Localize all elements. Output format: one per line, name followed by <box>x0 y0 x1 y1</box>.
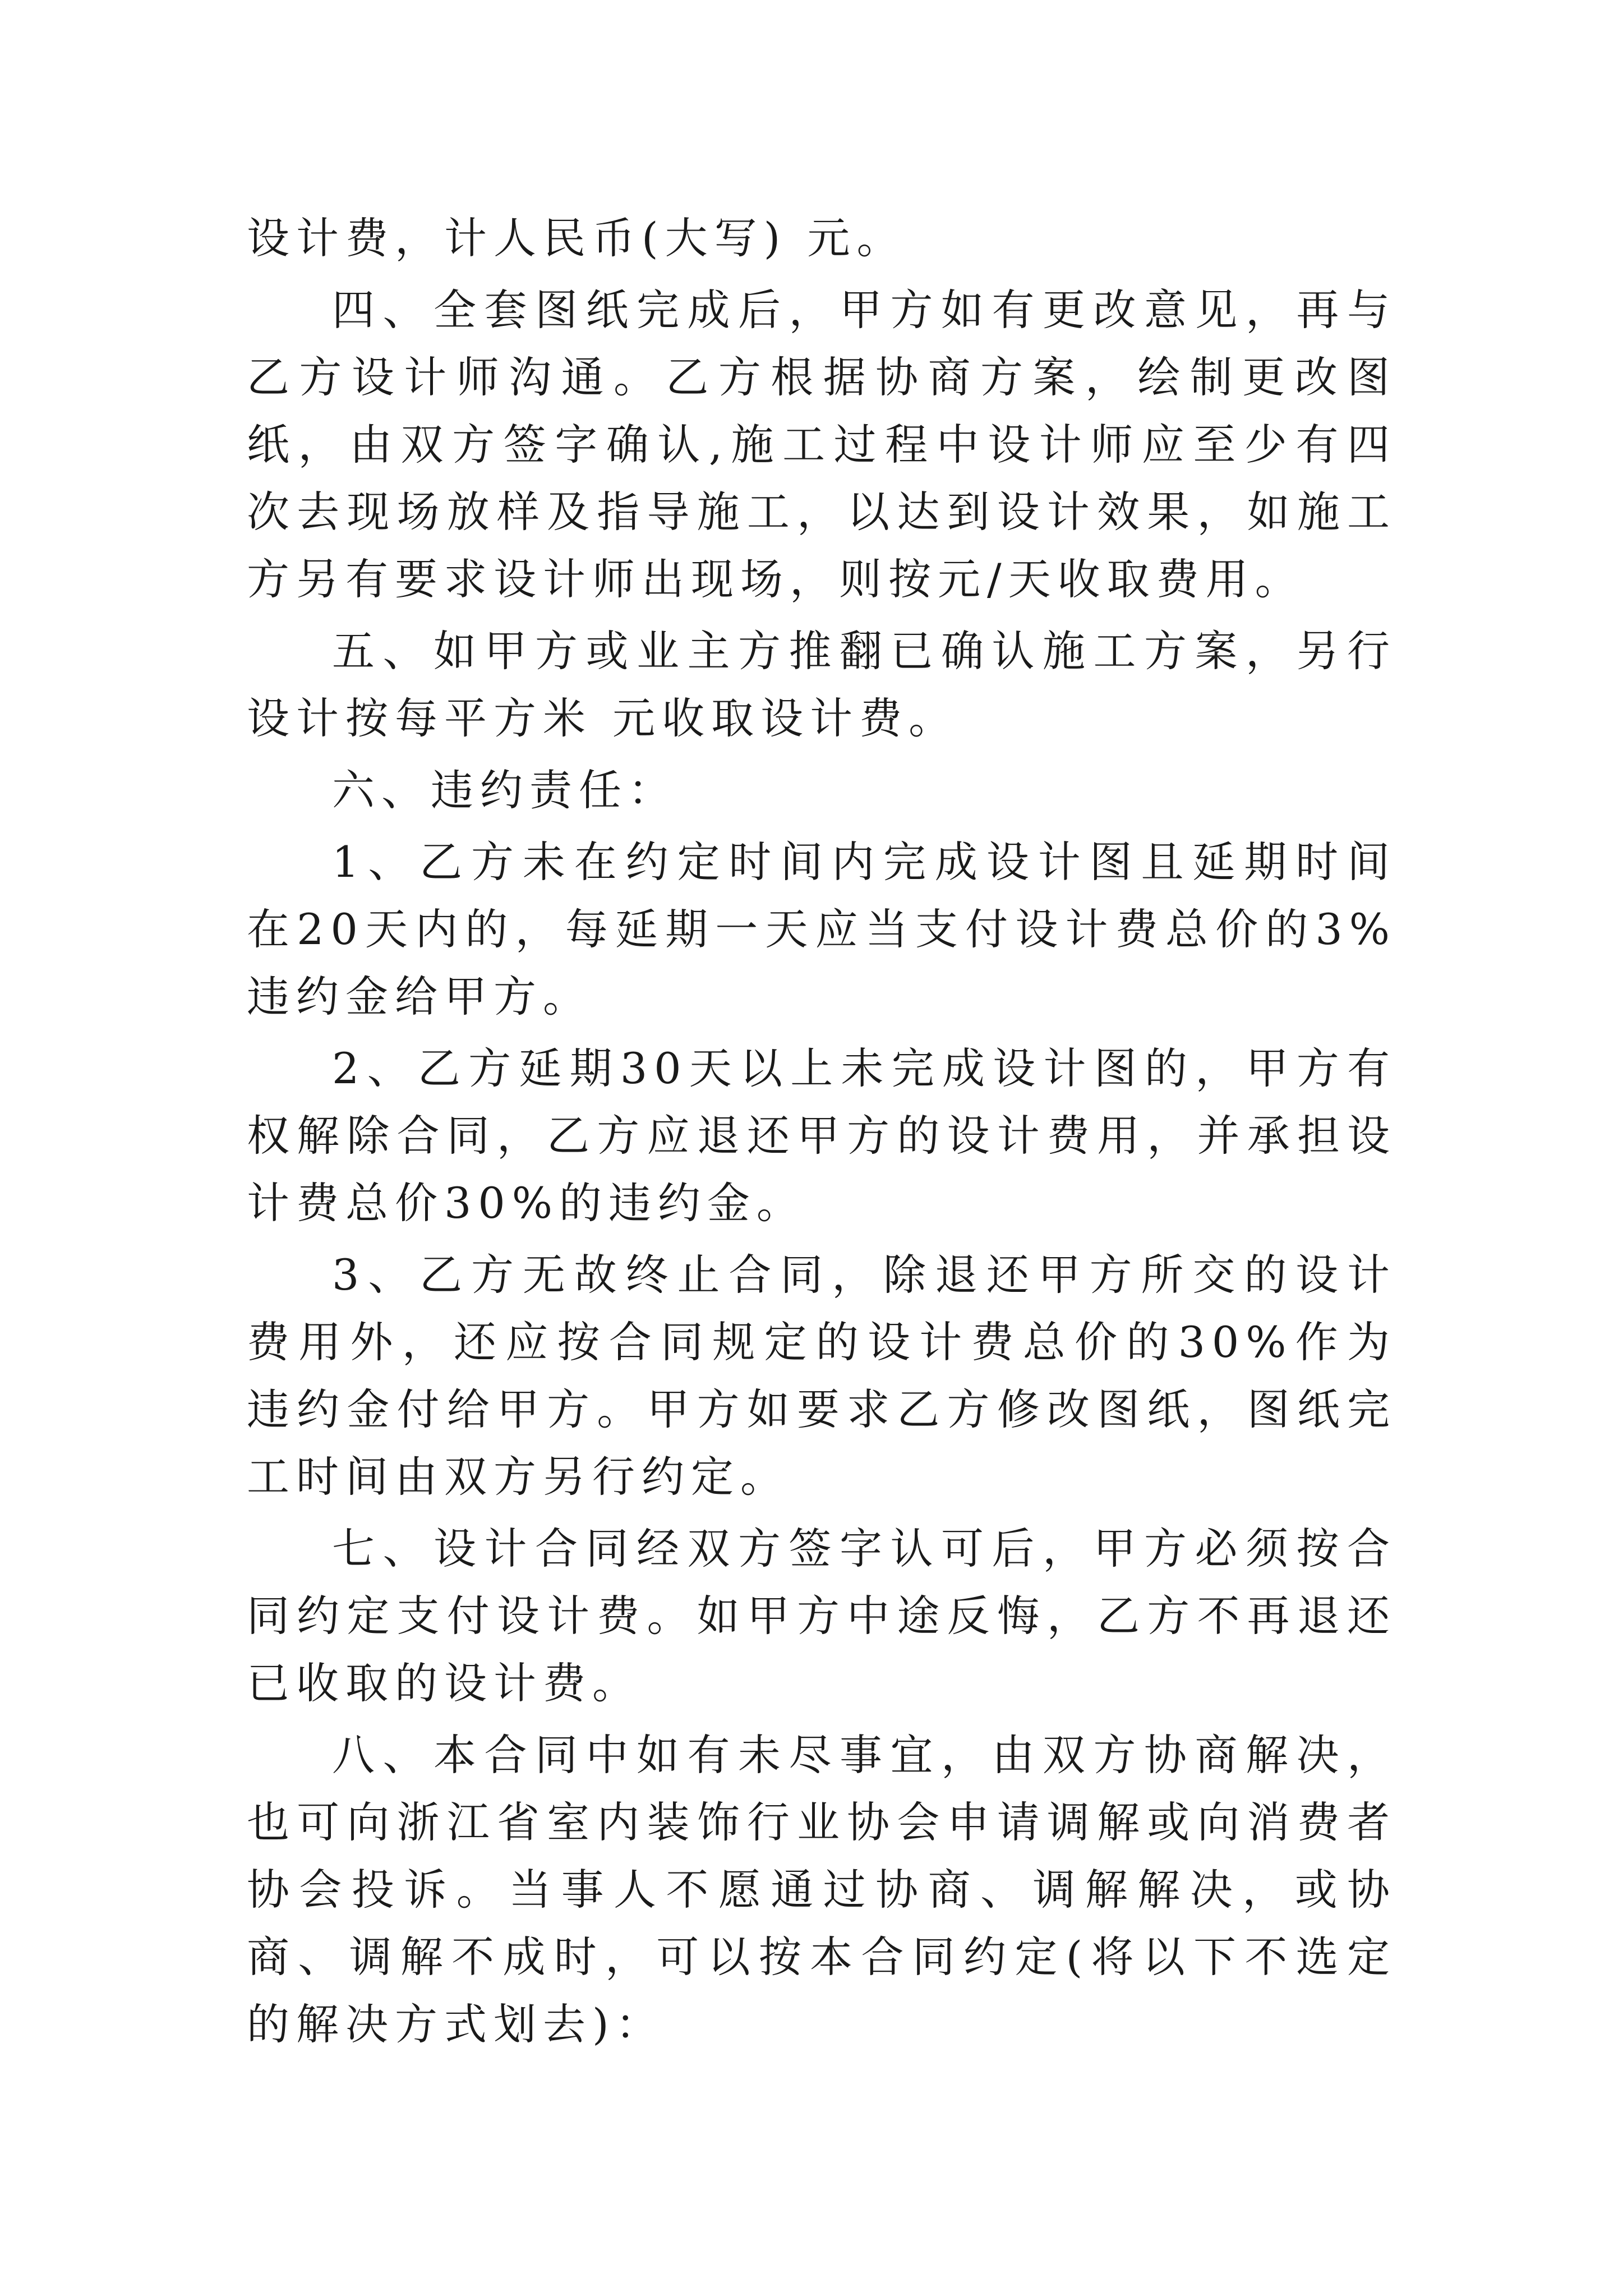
paragraph-clause-6-item-3: 3、乙方无故终止合同，除退还甲方所交的设计费用外，还应按合同规定的设计费总价的30%作为违约金付给甲方。甲方如要求乙方修改图纸，图纸完工时间由双方另行约定。 <box>247 1250 1396 1502</box>
paragraph-fee-amount: 设计费，计人民币(大写) 元。 <box>247 213 906 263</box>
paragraph-clause-7: 七、设计合同经双方签字认可后，甲方必须按合同约定支付设计费。如甲方中途反悔，乙方不再退还已收取的设计费。 <box>247 1524 1396 1708</box>
paragraph-clause-6-heading: 六、违约责任： <box>332 765 677 815</box>
paragraph-clause-4: 四、全套图纸完成后，甲方如有更改意见，再与乙方设计师沟通。乙方根据协商方案，绘制更改图纸，由双方签字确认,施工过程中设计师应至少有四次去现场放样及指导施工，以达到设计效果，如施工方另有要求设计师出现场，则按元/天收取费用。 <box>247 285 1396 604</box>
paragraph-clause-6-item-2: 2、乙方延期30天以上未完成设计图的，甲方有权解除合同，乙方应退还甲方的设计费用，并承担设计费总价30%的违约金。 <box>247 1043 1396 1228</box>
paragraph-clause-8: 八、本合同中如有未尽事宜，由双方协商解决，也可向浙江省室内装饰行业协会申请调解或向消费者协会投诉。当事人不愿通过协商、调解解决，或协商、调解不成时，可以按本合同约定(将以下不选定的解决方式划去)： <box>247 1730 1396 2049</box>
paragraph-clause-5: 五、如甲方或业主方推翻已确认施工方案，另行设计按每平方米 元收取设计费。 <box>247 626 1396 743</box>
document-body <box>247 205 1396 2058</box>
paragraph-clause-6-item-1: 1、乙方未在约定时间内完成设计图且延期时间在20天内的，每延期一天应当支付设计费总价的3%违约金给甲方。 <box>247 837 1396 1022</box>
